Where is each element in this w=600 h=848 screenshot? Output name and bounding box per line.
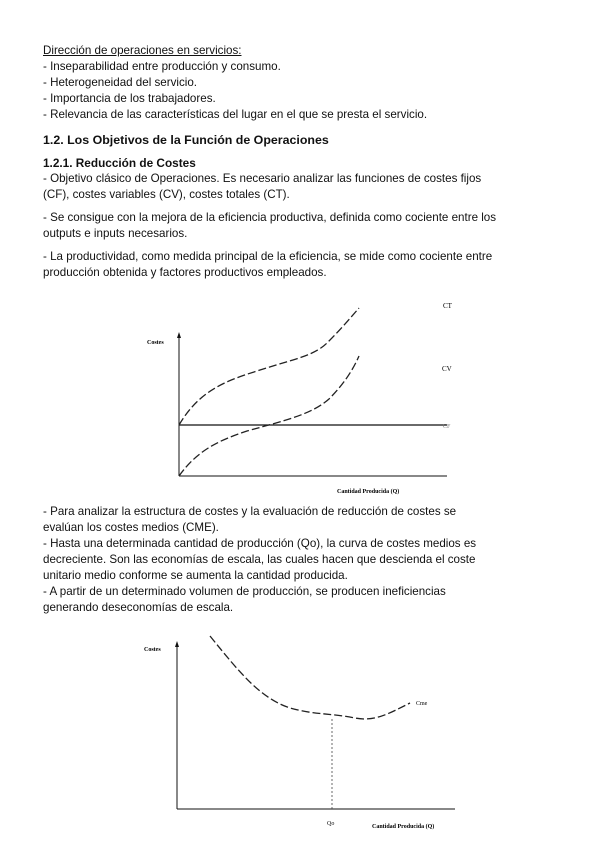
document-page	[43, 43, 563, 281]
x-axis-label: Cantidad Producida (Q)	[337, 489, 400, 495]
text-line: generando deseconomías de escala.	[43, 601, 234, 614]
cost-functions-chart	[147, 296, 457, 496]
text-line: - A partir de un determinado volumen de producción, se producen ineficiencias	[43, 585, 446, 598]
text-line: unitario medio conforme se aumenta la cantidad producida.	[43, 569, 348, 582]
section-title: 1.2. Los Objetivos de la Función de Operaciones	[43, 133, 329, 147]
average-cost-chart	[140, 633, 460, 833]
cme-label: Cme	[416, 701, 428, 707]
text-line: - Se consigue con la mejora de la eficiencia productiva, definida como cociente entre los	[43, 211, 497, 224]
cv-label: CV	[442, 365, 452, 373]
intro-item-2: - Heterogeneidad del servicio.	[43, 76, 198, 89]
intro-heading: Dirección de operaciones en servicios:	[43, 44, 242, 57]
y-axis-label: Costes	[144, 647, 161, 653]
paragraph-economies-of-scale	[43, 536, 563, 584]
subsection-title: 1.2.1. Reducción de Costes	[43, 156, 196, 170]
after-figure-text	[43, 504, 563, 616]
intro-item-1: - Inseparabilidad entre producción y consumo.	[43, 60, 281, 73]
qo-label: Qo	[327, 821, 335, 827]
paragraph-costs-functions	[43, 171, 563, 203]
intro-item-3: - Importancia de los trabajadores.	[43, 92, 216, 105]
text-line: (CF), costes variables (CV), costes totales (CT).	[43, 188, 290, 201]
x-axis-label: Cantidad Producida (Q)	[372, 824, 435, 830]
paragraph-diseconomies	[43, 584, 563, 616]
ct-label: CT	[443, 302, 452, 310]
cf-label: CF	[443, 424, 451, 430]
text-line: - Para analizar la estructura de costes y la evaluación de reducción de costes se	[43, 505, 457, 518]
text-line: producción obtenida y factores productivos empleados.	[43, 266, 327, 279]
text-line: evalúan los costes medios (CME).	[43, 521, 219, 534]
text-line: outputs e inputs necesarios.	[43, 227, 188, 240]
text-line: - Objetivo clásico de Operaciones. Es necesario analizar las funciones de costes fijos	[43, 172, 482, 185]
text-line: decreciente. Son las economías de escala, las cuales hacen que descienda el coste	[43, 553, 476, 566]
text-line: - Hasta una determinada cantidad de producción (Qo), la curva de costes medios es	[43, 537, 477, 550]
paragraph-efficiency	[43, 210, 563, 242]
paragraph-productivity	[43, 249, 563, 281]
cost-functions-figure	[147, 296, 457, 496]
text-line: - La productividad, como medida principal de la eficiencia, se mide como cociente entre	[43, 250, 493, 263]
average-cost-figure	[140, 633, 460, 833]
intro-item-4: - Relevancia de las características del lugar en el que se presta el servicio.	[43, 108, 428, 121]
y-axis-label: Costes	[147, 340, 164, 346]
paragraph-average-costs	[43, 504, 563, 536]
